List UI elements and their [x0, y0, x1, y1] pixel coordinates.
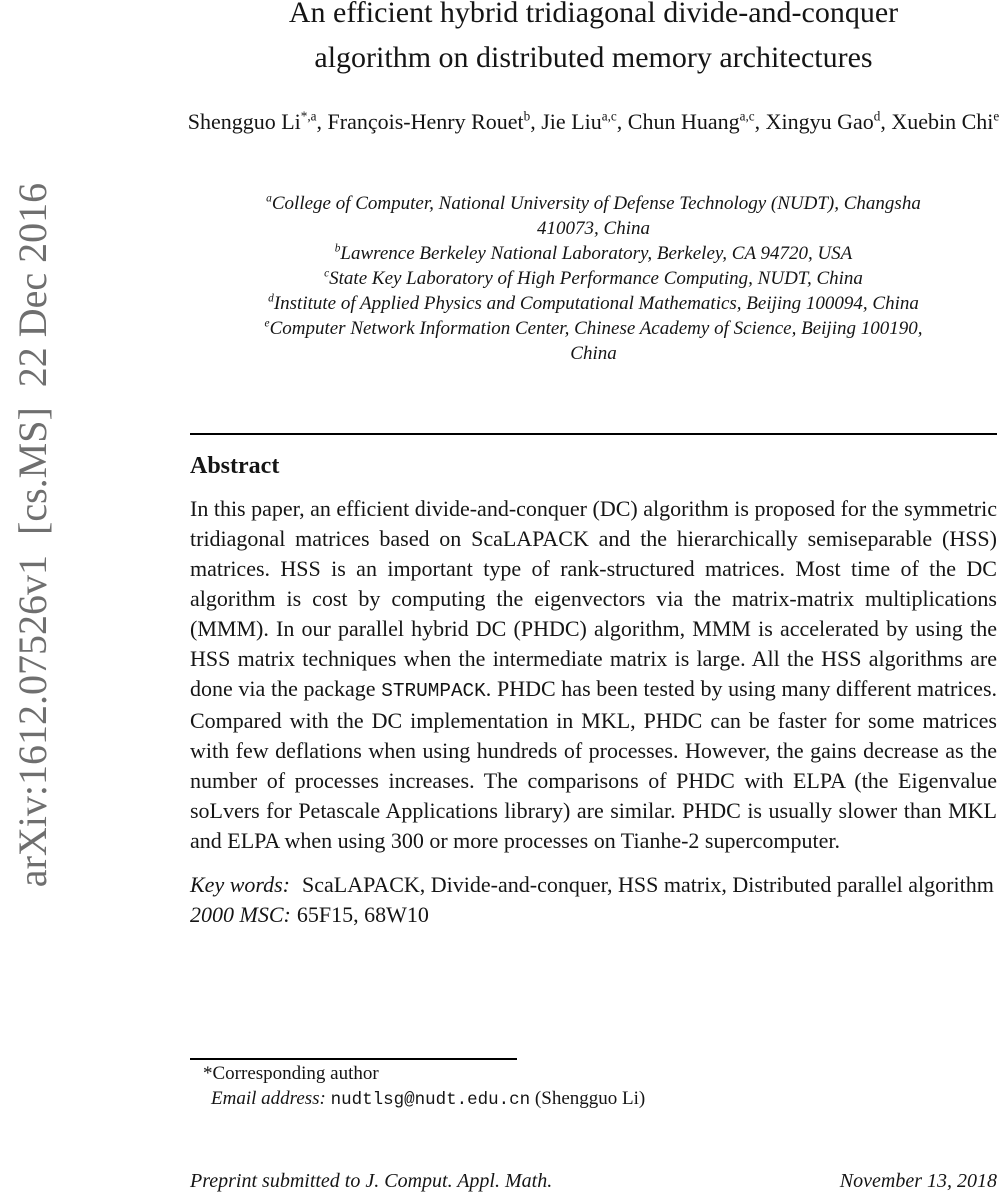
- package-name: STRUMPACK: [381, 680, 486, 702]
- author-affiliation-mark: e: [993, 108, 999, 124]
- affiliation-mark: b: [334, 242, 341, 255]
- corresponding-author-text: Corresponding author: [212, 1063, 379, 1084]
- page-footer: [190, 1170, 997, 1193]
- affiliation-list: [190, 191, 997, 366]
- author-affiliation-mark: d: [873, 108, 881, 124]
- author: Shengguo $Li^{*,a}$: [187, 108, 317, 134]
- affiliation: $^a$College of Computer, National University of Defense Technology (NUDT), Changsha 410073, China: [266, 192, 921, 239]
- abstract-text-post: . PHDC has been tested by using many different matrices. Compared with the DC implementation in MKL, PHDC can be faster for some matrices with few deflations when using hundreds of processes. However, the gains decrease as the number of processes increases. The comparisons of PHDC with ELPA (the Eigenvalue soLvers for Petascale Applications library) are similar. PHDC is usually slower than MKL and ELPA when using 300 or more processes on Tianhe-2 supercomputer.: [190, 676, 998, 853]
- abstract-text-pre: In this paper, an efficient divide-and-conquer (DC) algorithm is proposed for the symmetric tridiagonal matrices based on ScaLAPACK and the hierarchically semiseparable (HSS) matrices. HSS is an important type of rank-structured matrices. Most time of the DC algorithm is cost by computing the eigenvectors via the matrix-matrix multiplications (MMM). In our parallel hybrid DC (PHDC) algorithm, MMM is accelerated by using the HSS matrix techniques when the intermediate matrix is large. All the HSS algorithms are done via the package: [190, 496, 997, 701]
- author-affiliation-mark: b: [523, 108, 531, 124]
- abstract-and-keywords: [190, 494, 997, 930]
- author: François-Henry Rouet$^b$: [327, 108, 531, 134]
- msc-text: 65F15, 68W10: [296, 902, 429, 927]
- affiliation: $^b$Lawrence Berkeley National Laboratory, Berkeley, CA 94720, USA: [334, 242, 853, 264]
- keywords-text: ScaLAPACK, Divide-and-conquer, HSS matrix, Distributed parallel algorithm: [302, 872, 994, 897]
- email-label: Email address:: [211, 1088, 326, 1109]
- author-affiliation-mark: *,a: [300, 108, 317, 124]
- author-list: Shengguo $Li^{*,a}$, François-Henry Rouet$^b$, Jie Liu$^{a,c}$, Chun Huang$^{a,c}$, Xingyu Gao$^d$, Xuebin Chi$^e$: [187, 108, 999, 134]
- paper-title: [190, 0, 997, 80]
- email-owner: (Shengguo Li): [534, 1088, 646, 1109]
- title-line-1: An efficient hybrid tridiagonal divide-and-conquer: [288, 0, 899, 29]
- affiliation-mark: e: [264, 317, 270, 330]
- footnote-block: [190, 1061, 997, 1113]
- footer-left: Preprint submitted to J. Comput. Appl. Math.: [190, 1170, 553, 1192]
- affiliation-mark: d: [268, 292, 274, 305]
- affiliation: $^c$State Key Laboratory of High Performance Computing, NUDT, China: [324, 267, 863, 289]
- email-address: nudtlsg@nudt.edu.cn: [330, 1090, 531, 1110]
- title-line-2: algorithm on distributed memory architectures: [314, 41, 873, 74]
- email-line: [190, 1086, 997, 1113]
- keywords-label: Key words:: [190, 872, 291, 897]
- affiliation-mark: c: [324, 267, 330, 280]
- abstract-divider-rule: [190, 433, 997, 435]
- arxiv-banner: arXiv:1612.07526v1 [cs.MS] 22 Dec 2016: [10, 182, 55, 888]
- affiliation: $^e$Computer Network Information Center, Chinese Academy of Science, Beijing 100190, China: [264, 317, 923, 364]
- abstract-heading: Abstract: [190, 453, 280, 479]
- author: Xingyu Gao$^d$: [765, 108, 881, 134]
- abstract-text: [190, 494, 997, 856]
- keywords-block: [190, 870, 997, 930]
- affiliation-mark: a: [266, 192, 272, 205]
- msc-line: [190, 900, 997, 930]
- author: Chun Huang$^{a,c}$: [627, 108, 755, 134]
- affiliation: $^d$Institute of Applied Physics and Computational Mathematics, Beijing 100094, China: [268, 292, 919, 314]
- footer-right: November 13, 2018: [839, 1170, 997, 1192]
- footnote-marker: *: [203, 1063, 213, 1084]
- author: Jie Liu$^{a,c}$: [541, 108, 617, 134]
- footnote-rule: [190, 1058, 517, 1060]
- msc-label: 2000 MSC:: [190, 902, 291, 927]
- author-affiliation-mark: a,c: [601, 108, 617, 124]
- corresponding-author-note: [190, 1061, 997, 1086]
- author-affiliation-mark: a,c: [739, 108, 755, 124]
- author: Xuebin Chi$^e$: [891, 108, 999, 134]
